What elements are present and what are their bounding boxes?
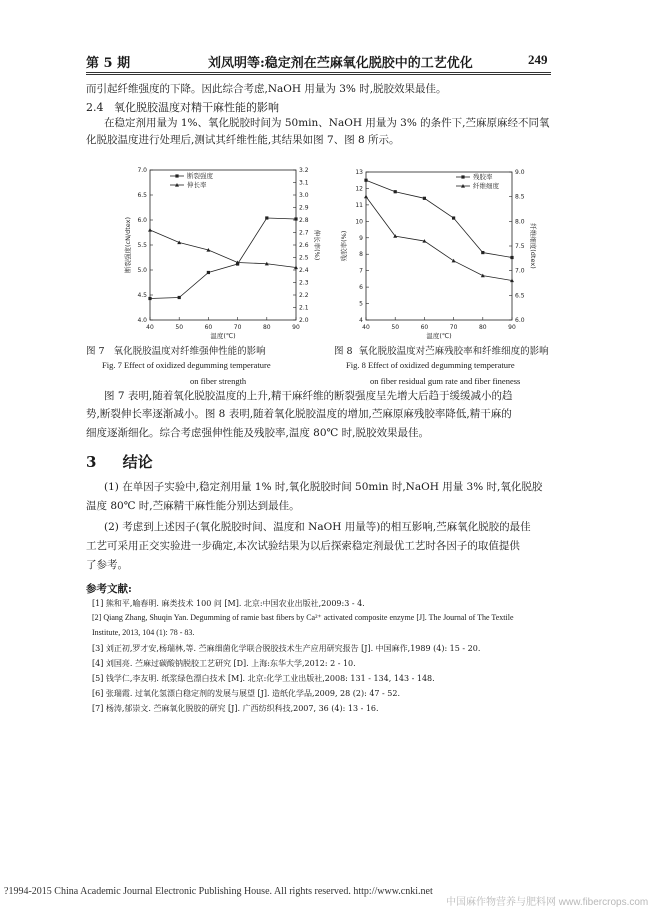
x-tick-label: 80 (478, 324, 487, 331)
section-title: 结论 (122, 453, 153, 471)
y2-axis-label: 纤维细度(dtex) (529, 223, 537, 269)
conclusion-2-line-3: 了参考。 (86, 559, 128, 571)
y-tick-label: 13 (355, 169, 363, 176)
y2-tick-label: 2.5 (299, 254, 309, 262)
conclusion-2-line-1: (2) 考虑到上述因子(氧化脱胶时间、温度和 NaOH 用量等)的相互影响,苎麻氧化脱胶的最佳 (104, 521, 531, 533)
section-number: 3 (86, 453, 97, 471)
y2-tick-label: 3.2 (299, 167, 309, 174)
data-point-square (294, 217, 297, 220)
y-tick-label: 4 (359, 317, 363, 324)
y-tick-label: 4.0 (137, 317, 147, 324)
y2-tick-label: 8.0 (515, 218, 525, 226)
data-point-square (481, 251, 484, 254)
x-tick-label: 60 (204, 324, 213, 331)
y-axis-label: 残胶率(%) (340, 230, 348, 262)
y-tick-label: 5 (359, 300, 363, 308)
paragraph-2-4-line-2: 化脱胶温度进行处理后,测试其纤维性能,其结果如图 7、图 8 所示。 (86, 134, 400, 146)
reference-item: [7] 杨涛,郁崇文. 苎麻氧化脱胶的研究 [J]. 广西纺织科技,2007, 36 (4): 13 - 16. (92, 704, 379, 713)
data-point-square (265, 216, 268, 219)
data-point-square (423, 197, 426, 200)
y-tick-label: 6.0 (137, 217, 147, 224)
figure-8-chart (340, 164, 548, 344)
x-tick-label: 80 (262, 324, 271, 331)
references-title: 参考文献: (86, 583, 132, 595)
x-axis-label: 温度(℃) (210, 332, 236, 340)
x-tick-label: 60 (420, 324, 429, 331)
y2-tick-label: 7.5 (515, 243, 525, 250)
paragraph-figures-line-3: 细度逐渐细化。综合考虑强伸性能及残胶率,温度 80℃ 时,脱胶效果最佳。 (86, 427, 429, 439)
legend-label: 断裂强度 (187, 172, 213, 181)
plot-frame (366, 172, 512, 320)
y-tick-label: 6.5 (137, 192, 147, 199)
data-point-triangle (364, 195, 368, 199)
series-line-2 (150, 230, 296, 268)
y2-tick-label: 2.6 (299, 242, 309, 249)
section-2-4-heading (86, 99, 279, 115)
reference-item-continued: Institute, 2013, 104 (1): 78 - 83. (92, 628, 195, 637)
y2-tick-label: 2.0 (299, 317, 309, 324)
data-point-square (364, 179, 367, 182)
figure-7-number: 图 7 (86, 346, 105, 357)
paragraph-intro: 而引起纤维强度的下降。因此综合考虑,NaOH 用量为 3% 时,脱胶效果最佳。 (86, 83, 447, 95)
data-point-triangle (148, 228, 152, 232)
x-tick-label: 70 (233, 324, 242, 331)
header-rule (86, 72, 551, 73)
section-3-heading (86, 451, 153, 472)
figure-8-caption-en-1: Fig. 8 Effect of oxidized degumming temperature (346, 360, 515, 370)
page-number: 249 (528, 52, 548, 67)
data-point-triangle (452, 259, 456, 263)
y2-tick-label: 2.2 (299, 292, 309, 299)
y2-tick-label: 9.0 (515, 169, 525, 176)
data-point-triangle (481, 274, 485, 278)
y-tick-label: 5.0 (137, 267, 147, 274)
x-axis-label: 温度(℃) (426, 332, 452, 340)
issue-number: 第 5 期 (86, 56, 131, 71)
running-title: 刘凤明等:稳定剂在苎麻氧化脱胶中的工艺优化 (208, 56, 473, 71)
reference-item: [3] 刘正初,罗才安,杨瑞林,等. 苎麻细菌化学联合脱胶技术生产应用研究报告 [J]. 中国麻作,1989 (4): 15 - 20. (92, 644, 481, 653)
header-rule-thin (86, 74, 551, 75)
y-axis-label: 断裂强度(cN/dtex) (124, 216, 132, 274)
y-tick-label: 4.5 (137, 292, 147, 299)
data-point-square (510, 256, 513, 259)
figure-7-chart (120, 162, 320, 344)
y2-tick-label: 3.1 (299, 179, 309, 187)
y2-tick-label: 6.0 (515, 317, 525, 324)
figure-7-caption-en-2: on fiber strength (190, 376, 247, 386)
x-tick-label: 50 (175, 324, 184, 331)
series-line-1 (150, 218, 296, 299)
y2-tick-label: 2.8 (299, 217, 309, 224)
y-tick-label: 11 (355, 201, 363, 209)
y-tick-label: 10 (355, 218, 363, 226)
conclusion-1-line-1: (1) 在单因子实验中,稳定剂用量 1% 时,氧化脱胶时间 50min 时,NaOH 用量 3% 时,氧化脱胶 (104, 481, 543, 493)
y2-tick-label: 2.1 (299, 304, 309, 312)
reference-item: [2] Qiang Zhang, Shuqin Yan. Degumming of ramie bast fibers by Ca²⁺ activated composite enzyme [J]. The Journal of The Textile (92, 613, 514, 622)
y-tick-label: 12 (355, 185, 363, 193)
paragraph-figures-line-2: 势,断裂伸长率逐渐减小。图 8 表明,随着氧化脱胶温度的增加,苎麻原麻残胶率降低,精干麻的 (86, 408, 512, 420)
section-title: 氧化脱胶温度对精干麻性能的影响 (114, 101, 279, 114)
y-tick-label: 7.0 (137, 167, 147, 174)
y2-axis-label: 伸长率(%) (313, 229, 321, 261)
paragraph-2-4-line-1: 在稳定剂用量为 1%、氧化脱胶时间为 50min、NaOH 用量为 3% 的条件下,苎麻原麻经不同氧 (104, 117, 550, 129)
y-tick-label: 9 (359, 234, 363, 242)
reference-item: [1] 熊和平,喻春明. 麻类技术 100 问 [M]. 北京:中国农业出版社,2009:3 - 4. (92, 599, 365, 608)
figure-7-caption-cn (86, 343, 266, 357)
figure-8-title: 氧化脱胶温度对苎麻残胶率和纤维细度的影响 (358, 346, 549, 357)
y-tick-label: 8 (359, 251, 363, 259)
y2-tick-label: 2.9 (299, 204, 309, 212)
section-number: 2.4 (86, 101, 104, 114)
y2-tick-label: 8.5 (515, 193, 525, 201)
legend-marker-square (175, 174, 178, 177)
legend-marker-square (461, 175, 464, 178)
figure-8-number: 图 8 (334, 346, 353, 357)
figure-8-caption-cn (334, 343, 549, 357)
x-tick-label: 40 (146, 324, 154, 331)
figure-7-caption-en-1: Fig. 7 Effect of oxidized degumming temperature (102, 360, 271, 370)
x-tick-label: 50 (391, 324, 400, 331)
data-point-square (207, 271, 210, 274)
y-tick-label: 5.5 (137, 242, 147, 249)
conclusion-2-line-2: 工艺可采用正交实验进一步确定,本次试验结果为以后探索稳定剂最优工艺时各因子的取值提供 (86, 540, 520, 552)
series-line-1 (366, 180, 512, 257)
copyright-footer: ?1994-2015 China Academic Journal Electronic Publishing House. All rights reserved. http://www.cnki.net (4, 886, 433, 897)
y2-tick-label: 7.0 (515, 267, 525, 275)
x-tick-label: 40 (362, 324, 370, 331)
reference-item: [4] 刘国亮. 苎麻过碳酸钠脱胶工艺研究 [D]. 上海:东华大学,2012: 2 - 10. (92, 659, 356, 668)
data-point-square (394, 190, 397, 193)
figure-8-caption-en-2: on fiber residual gum rate and fiber fineness (370, 376, 521, 386)
x-tick-label: 90 (508, 324, 516, 331)
y-tick-label: 6 (359, 284, 363, 292)
conclusion-1-line-2: 温度 80℃ 时,苎麻精干麻性能分别达到最佳。 (86, 500, 300, 512)
watermark: 中国麻作物营养与肥料网 www.fibercrops.com (446, 897, 649, 908)
y2-tick-label: 2.3 (299, 279, 309, 287)
paragraph-figures-line-1: 图 7 表明,随着氧化脱胶温度的上升,精干麻纤维的断裂强度呈先增大后趋于缓缓减小的趋 (104, 390, 513, 402)
legend-label: 纤维细度 (473, 182, 499, 191)
x-tick-label: 70 (449, 324, 458, 331)
series-line-2 (366, 197, 512, 281)
legend-label: 残胶率 (473, 173, 493, 182)
data-point-square (178, 296, 181, 299)
reference-item: [5] 钱学仁,李友明. 纸浆绿色漂白技术 [M]. 北京:化学工业出版社,2008: 131 - 134, 143 - 148. (92, 674, 435, 683)
y2-tick-label: 2.4 (299, 267, 309, 274)
legend-label: 伸长率 (187, 181, 207, 190)
reference-item: [6] 张瑞霞. 过氧化氢漂白稳定剂的发展与展望 [J]. 造纸化学品,2009, 28 (2): 47 - 52. (92, 689, 401, 698)
y2-tick-label: 6.5 (515, 292, 525, 300)
x-tick-label: 90 (292, 324, 300, 331)
data-point-square (452, 216, 455, 219)
figure-7-title: 氧化脱胶温度对纤维强伸性能的影响 (113, 346, 266, 357)
data-point-square (148, 297, 151, 300)
y2-tick-label: 3.0 (299, 192, 309, 199)
y2-tick-label: 2.7 (299, 229, 309, 237)
y-tick-label: 7 (359, 267, 363, 275)
